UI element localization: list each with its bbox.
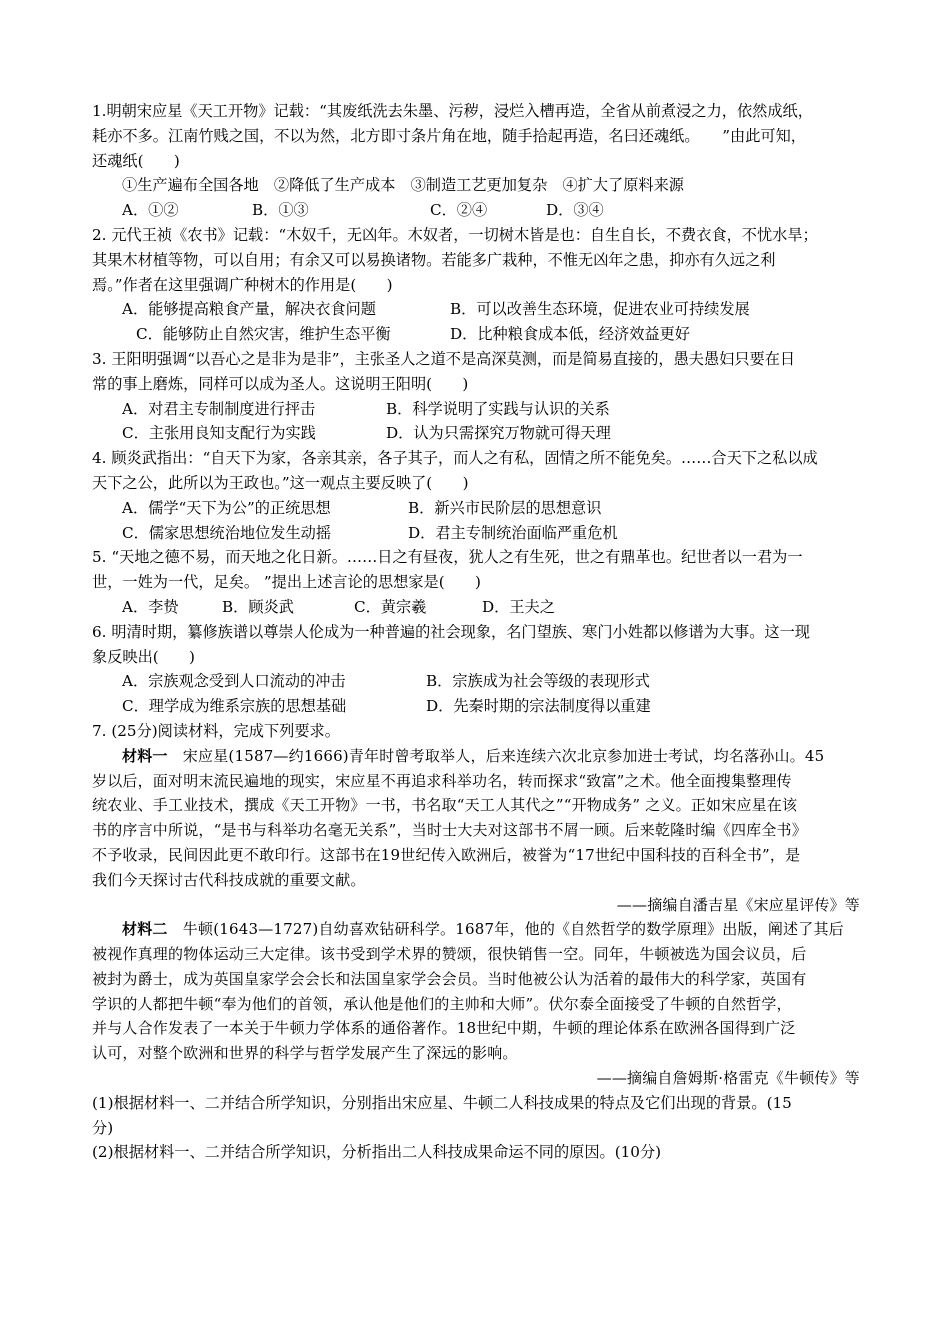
question-stem: 常的事上磨炼，同样可以成为圣人。这说明王阳明( ) <box>92 374 469 393</box>
question-1 <box>92 99 860 223</box>
option-a: A．儒学“天下为公”的正统思想 <box>122 498 331 517</box>
question-stem: 2. 元代王祯《农书》记载：“木奴千，无凶年。木奴者，一切树木皆是也：自生自长，不费衣食，不忧水旱； <box>92 225 818 244</box>
material-label: 材料二 <box>122 920 168 939</box>
material-text: 被视作真理的物体运动三大定律。该书受到学术界的赞颂，很快销售一空。同年，牛顿被选为国会议员，后 <box>92 945 807 964</box>
question-stem: 6. 明清时期，纂修族谱以尊崇人伦成为一种普遍的社会现象，名门望族、寒门小姓都以修谱为大事。这一现 <box>92 622 810 641</box>
material-label: 材料一 <box>122 746 168 765</box>
question-stem: 5. “天地之德不易，而天地之化日新。……日之有昼夜，犹人之有生死，世之有鼎革也。纪世者以一君为一 <box>92 548 803 567</box>
options-row <box>92 421 860 446</box>
question-stem: 4. 顾炎武指出：“自天下为家，各亲其亲，各子其子，而人之有私，固情之所不能免矣。……合天下之私以成 <box>92 449 818 468</box>
option-d: D．先秦时期的宗法制度得以重建 <box>426 697 651 716</box>
sub-question-1-cont: 分) <box>92 1118 114 1137</box>
material-text: 不予收录，民间因此更不敢印行。这部书在19世纪传入欧洲后，被誉为“17世纪中国科技的百科全书”，是 <box>92 845 801 864</box>
material-text: 学识的人都把牛顿“奉为他们的首领，承认他是他们的主帅和大师”。伏尔泰全面接受了牛顿的自然哲学， <box>92 994 792 1013</box>
material-text: 被封为爵士，成为英国皇家学会会长和法国皇家学会会员。当时他被公认为活着的最伟大的科学家，英国有 <box>92 969 807 988</box>
question-4 <box>92 446 860 545</box>
exam-page <box>92 99 860 1165</box>
options-row <box>92 322 860 347</box>
option-c: C．能够防止自然灾害，维护生态平衡 <box>136 325 391 344</box>
sub-question-2: (2)根据材料一、二并结合所学知识，分析指出二人科技成果命运不同的原因。(10分) <box>92 1143 662 1162</box>
options-row <box>92 595 860 620</box>
material-text: 统农业、手工业技术，撰成《天工开物》一书，书名取“天工人其代之”“开物成务” 之义。正如宋应星在该 <box>92 796 798 815</box>
option-d: D．君主专制统治面临严重危机 <box>408 523 618 542</box>
question-5 <box>92 545 860 619</box>
options-row <box>92 397 860 422</box>
option-b: B．科学说明了实践与认识的关系 <box>386 399 610 418</box>
question-stem: 3. 王阳明强调“以吾心之是非为是非”，主张圣人之道不是高深莫测，而是简易直接的，愚夫愚妇只要在日 <box>92 349 796 368</box>
question-2 <box>92 223 860 347</box>
material-text: 我们今天探讨古代科技成就的重要文献。 <box>92 870 366 889</box>
option-d: D．③④ <box>546 201 604 220</box>
option-b: B．①③ <box>252 201 309 220</box>
material-text: 宋应星(1587—约1666)青年时曾考取举人，后来连续六次北京参加进士考试，均名落孙山。45 <box>167 746 825 765</box>
option-a: A．能够提高粮食产量，解决衣食问题 <box>122 300 376 319</box>
question-7 <box>92 719 860 1165</box>
option-b: B．可以改善生态环境，促进农业可持续发展 <box>450 300 750 319</box>
question-stem: 其果木材植等物，可以自用；有余又可以易换诸物。若能多广栽种，不惟无凶年之患，抑亦有久远之利 <box>92 250 776 269</box>
option-a: A．李贽 <box>122 597 179 616</box>
option-a: A．①② <box>122 201 179 220</box>
option-d: D．认为只需探究万物就可得天理 <box>386 424 611 443</box>
question-stem: 焉。”作者在这里强调广种树木的作用是( ) <box>92 275 393 294</box>
material-text: 书的序言中所说，“是书与科举功名毫无关系”，当时士大夫对这部书不屑一顾。后来乾隆时编《四库全书》 <box>92 821 807 840</box>
material-source: ——摘编自詹姆斯·格雷克《牛顿传》等 <box>596 1069 860 1088</box>
option-a: A．对君主专制制度进行抨击 <box>122 399 316 418</box>
options-row <box>92 297 860 322</box>
question-stem: 象反映出( ) <box>92 647 195 666</box>
option-a: A．宗族观念受到人口流动的冲击 <box>122 672 346 691</box>
option-c: C．②④ <box>430 201 488 220</box>
sub-question-1: (1)根据材料一、二并结合所学知识，分别指出宋应星、牛顿二人科技成果的特点及它们出现的背景。(15 <box>92 1093 792 1112</box>
option-c: C．主张用良知支配行为实践 <box>122 424 316 443</box>
question-items: ①生产遍布全国各地 ②降低了生产成本 ③制造工艺更加复杂 ④扩大了原料来源 <box>122 176 684 195</box>
options-row <box>92 198 860 223</box>
question-stem: 耗亦不多。江南竹贱之国，不以为然，北方即寸条片角在地，随手拾起再造，名曰还魂纸。 ”由此可知， <box>92 126 806 145</box>
material-text: 牛顿(1643—1727)自幼喜欢钻研科学。1687年，他的《自然哲学的数学原理》出版，阐述了其后 <box>167 920 844 939</box>
material-2 <box>92 917 860 1091</box>
options-row <box>92 521 860 546</box>
material-1 <box>92 744 860 918</box>
option-b: B．宗族成为社会等级的表现形式 <box>426 672 650 691</box>
options-row <box>92 496 860 521</box>
question-stem: 世，一姓为一代，足矣。 ”提出上述言论的思想家是( ) <box>92 573 481 592</box>
option-d: D．比种粮食成本低，经济效益更好 <box>450 325 690 344</box>
question-6 <box>92 620 860 719</box>
question-stem: 1.明朝宋应星《天工开物》记载：“其废纸洗去朱墨、污秽，浸烂入槽再造，全省从前煮浸之力，依然成纸， <box>92 102 813 120</box>
question-title: 7. (25分)阅读材料，完成下列要求。 <box>92 721 340 740</box>
material-text: 岁以后，面对明末流民遍地的现实，宋应星不再追求科举功名，转而探求“致富”之术。他全面搜集整理传 <box>92 771 792 790</box>
question-stem: 天下之公，此所以为王政也。”这一观点主要反映了( ) <box>92 473 469 492</box>
options-row <box>92 669 860 694</box>
option-c: C．儒家思想统治地位发生动摇 <box>122 523 332 542</box>
option-b: B．顾炎武 <box>222 597 294 616</box>
option-b: B．新兴市民阶层的思想意识 <box>408 498 602 517</box>
material-source: ——摘编自潘吉星《宋应星评传》等 <box>616 895 860 914</box>
material-text: 并与人合作发表了一本关于牛顿力学体系的通俗著作。18世纪中期，牛顿的理论体系在欧洲各国得到广泛 <box>92 1019 796 1038</box>
options-row <box>92 694 860 719</box>
material-text: 认可，对整个欧洲和世界的科学与哲学发展产生了深远的影响。 <box>92 1044 518 1063</box>
option-d: D．王夫之 <box>482 597 555 616</box>
question-3 <box>92 347 860 446</box>
option-c: C．理学成为维系宗族的思想基础 <box>122 697 347 716</box>
option-c: C．黄宗羲 <box>354 597 427 616</box>
question-stem: 还魂纸( ) <box>92 151 180 170</box>
